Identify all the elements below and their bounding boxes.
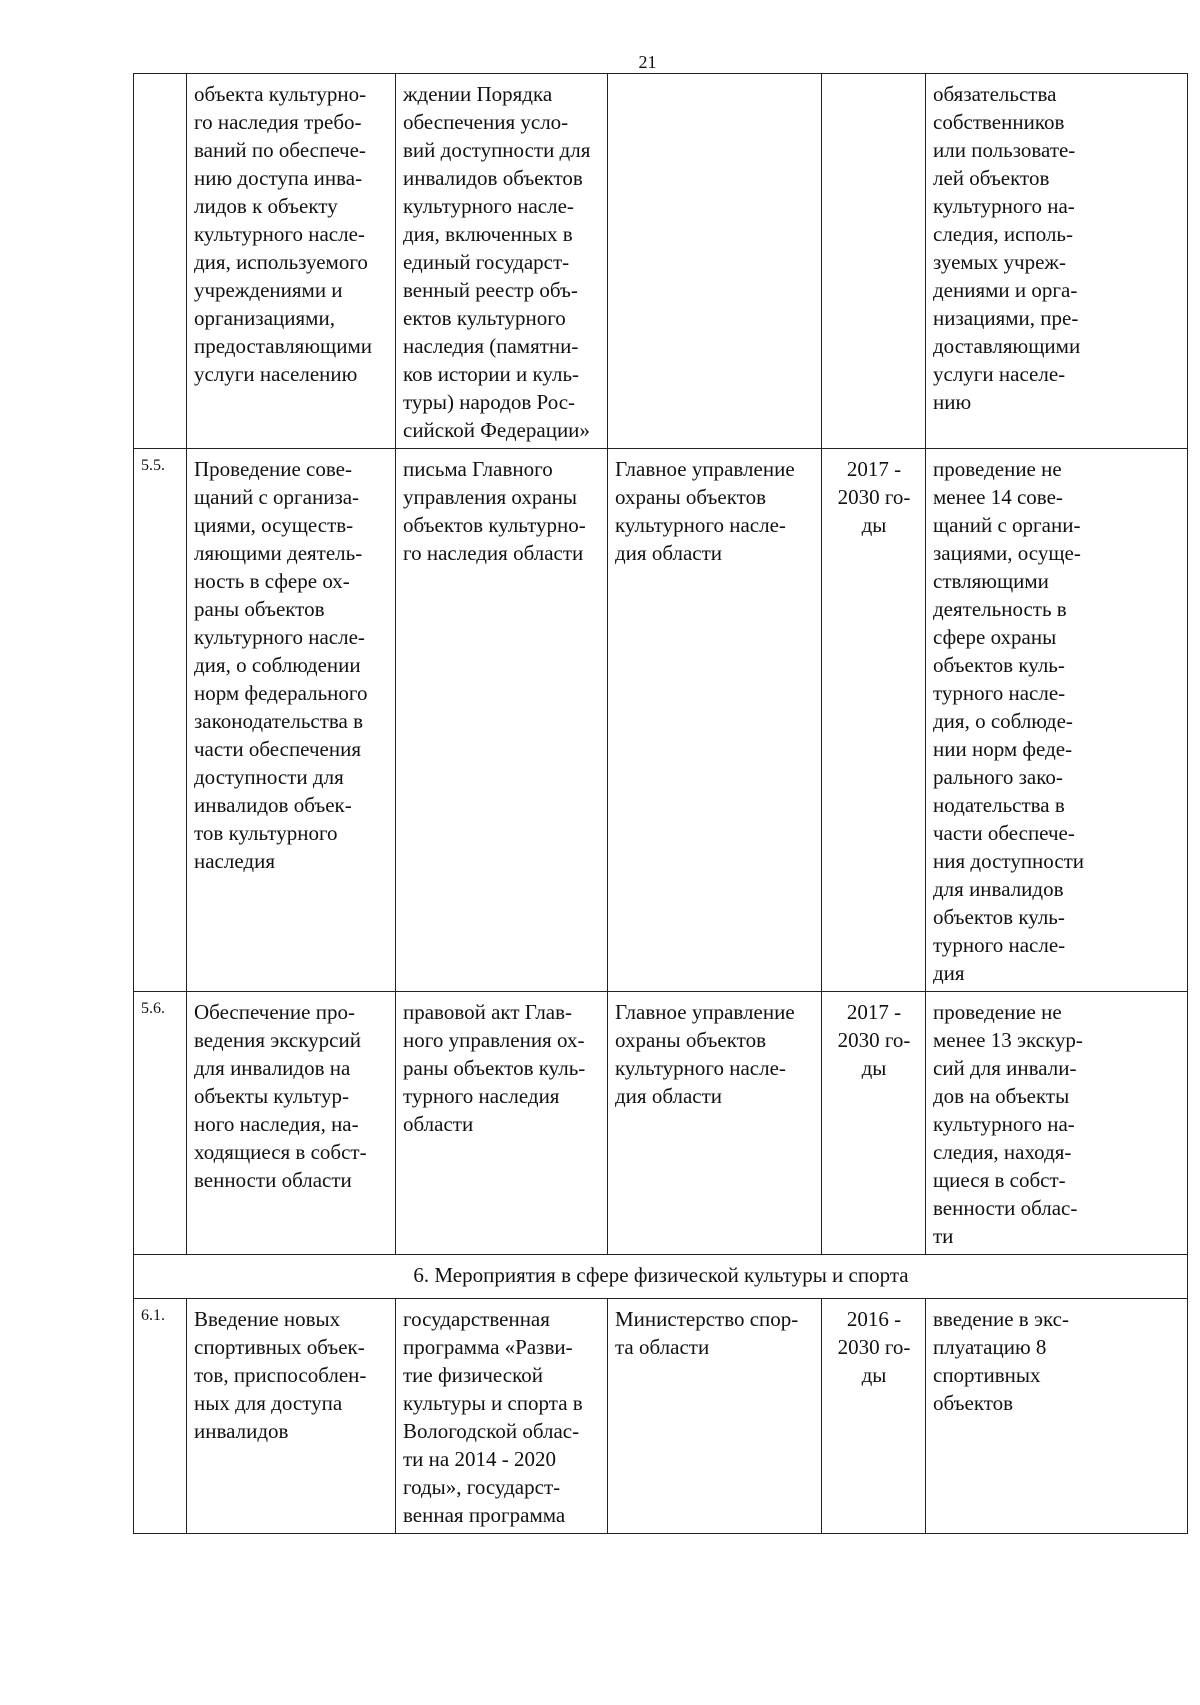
table-cell-number: 5.6. xyxy=(134,992,187,1255)
table-cell-result xyxy=(926,992,1188,1255)
cell-text-line: нодательства в xyxy=(933,793,1065,817)
table-cell-period xyxy=(822,1299,926,1534)
cell-text-line: культурного на- xyxy=(933,194,1075,218)
cell-text-line: ния доступности xyxy=(933,849,1085,873)
table-cell-number: 5.5. xyxy=(134,449,187,992)
cell-text-line: программа «Разви- xyxy=(403,1335,573,1359)
cell-text-line: плуатацию 8 xyxy=(933,1335,1047,1359)
cell-text-line: объекты культур- xyxy=(194,1084,349,1108)
section-row xyxy=(134,1255,1188,1299)
cell-text-line: 2016 - xyxy=(846,1307,902,1331)
cell-text-line: ти на 2014 - 2020 xyxy=(403,1447,556,1471)
cell-text-line: услуги населе- xyxy=(933,362,1066,386)
cell-text-line: введение в экс- xyxy=(933,1307,1069,1331)
cell-text-line: управления охраны xyxy=(403,485,578,509)
cell-text-line: услуги населению xyxy=(194,362,358,386)
cell-text-line: тие физической xyxy=(403,1363,543,1387)
cell-text-line: сийской Федерации» xyxy=(403,418,590,442)
cell-text-line: наследия xyxy=(194,849,275,873)
cell-text-line: тов культурного xyxy=(194,821,338,845)
cell-text-line: культурного насле- xyxy=(615,513,786,537)
cell-text-line: низациями, пре- xyxy=(933,306,1079,330)
table-cell-result xyxy=(926,1299,1188,1534)
cell-text-line: Вологодской облас- xyxy=(403,1419,580,1443)
cell-text-line: 2030 го- xyxy=(837,485,911,509)
table-cell-period xyxy=(822,449,926,992)
table-cell-basis xyxy=(396,449,608,992)
cell-text-line: проведение не xyxy=(933,457,1062,481)
table-cell-result xyxy=(926,74,1188,449)
cell-text-line: 2030 го- xyxy=(837,1028,911,1052)
cell-text-line: ков истории и куль- xyxy=(403,362,580,386)
cell-text-line: культуры и спорта в xyxy=(403,1391,583,1415)
cell-text-line: Обеспечение про- xyxy=(194,1000,355,1024)
cell-text-line: доставляющими xyxy=(933,334,1081,358)
cell-text-line: Главное управление xyxy=(615,1000,795,1024)
table-cell-activity xyxy=(187,449,396,992)
cell-text-line: спортивных объек- xyxy=(194,1335,365,1359)
cell-text-line: ды xyxy=(861,1363,887,1387)
cell-text-line: для инвалидов xyxy=(933,877,1064,901)
table-cell-activity xyxy=(187,1299,396,1534)
cell-text-line: государственная xyxy=(403,1307,550,1331)
cell-text-line: охраны объектов xyxy=(615,485,766,509)
cell-text-line: сий для инвали- xyxy=(933,1056,1077,1080)
cell-text-line: области xyxy=(403,1112,474,1136)
cell-text-line: части обеспече- xyxy=(933,821,1075,845)
cell-text-line: ность в сфере ох- xyxy=(194,569,350,593)
cell-text-line: турного насле- xyxy=(933,681,1066,705)
measures-table xyxy=(133,73,1188,1534)
cell-text-line: культурного на- xyxy=(933,1112,1075,1136)
cell-text-line: или пользовате- xyxy=(933,138,1076,162)
table-cell-executor xyxy=(608,1299,822,1534)
cell-text-line: проведение не xyxy=(933,1000,1062,1024)
table-row xyxy=(134,74,1188,449)
cell-text-line: венная программа xyxy=(403,1503,566,1527)
cell-text-line: ствляющими xyxy=(933,569,1049,593)
cell-text-line: обеспечения усло- xyxy=(403,110,569,134)
table-row xyxy=(134,992,1188,1255)
cell-text-line: дия, о соблюде- xyxy=(933,709,1073,733)
cell-text-line: лидов к объекту xyxy=(194,194,338,218)
cell-text-line: инвалидов объек- xyxy=(194,793,352,817)
table-cell-basis xyxy=(396,1299,608,1534)
cell-text-line: раны объектов xyxy=(194,597,325,621)
cell-text-line: ектов культурного xyxy=(403,306,566,330)
cell-text-line: дия области xyxy=(615,541,723,565)
table-cell-period xyxy=(822,74,926,449)
cell-text-line: турного насле- xyxy=(933,933,1066,957)
cell-text-line: объектов куль- xyxy=(933,905,1065,929)
table-cell-basis xyxy=(396,992,608,1255)
cell-text-line: учреждениями и xyxy=(194,278,343,302)
cell-text-line: зациями, осуще- xyxy=(933,541,1081,565)
cell-text-line: ды xyxy=(861,513,887,537)
cell-text-line: тов, приспособлен- xyxy=(194,1363,367,1387)
cell-text-line: лей объектов xyxy=(933,166,1050,190)
table-cell-result xyxy=(926,449,1188,992)
cell-text-line: деятельность в xyxy=(933,597,1067,621)
cell-text-line: ды xyxy=(861,1056,887,1080)
cell-text-line: Проведение сове- xyxy=(194,457,352,481)
cell-text-line: единый государст- xyxy=(403,250,570,274)
cell-text-line: собственников xyxy=(933,110,1065,134)
cell-text-line: нию доступа инва- xyxy=(194,166,363,190)
cell-text-line: дия xyxy=(933,961,965,985)
cell-text-line: объектов куль- xyxy=(933,653,1065,677)
table-cell-activity xyxy=(187,74,396,449)
cell-text-line: 2017 - xyxy=(846,1000,902,1024)
table-cell-executor xyxy=(608,992,822,1255)
cell-text-line: венности облас- xyxy=(933,1196,1078,1220)
cell-text-line: Министерство спор- xyxy=(615,1307,799,1331)
cell-text-line: та области xyxy=(615,1335,710,1359)
cell-text-line: менее 14 сове- xyxy=(933,485,1063,509)
cell-text-line: культурного насле- xyxy=(194,222,365,246)
cell-text-line: ти xyxy=(933,1224,954,1248)
cell-text-line: инвалидов xyxy=(194,1419,289,1443)
section-title: 6. Мероприятия в сфере физической культуры и спорта xyxy=(134,1255,1188,1299)
cell-text-line: циями, осуществ- xyxy=(194,513,354,537)
cell-text-line: го наследия области xyxy=(403,541,584,565)
cell-text-line: доступности для xyxy=(194,765,344,789)
cell-text-line: венный реестр объ- xyxy=(403,278,578,302)
table-cell-basis xyxy=(396,74,608,449)
cell-text-line: дия области xyxy=(615,1084,723,1108)
cell-text-line: организациями, xyxy=(194,306,335,330)
cell-text-line: для инвалидов на xyxy=(194,1056,351,1080)
table-row xyxy=(134,1299,1188,1534)
cell-text-line: ляющими деятель- xyxy=(194,541,363,565)
cell-text-line: правовой акт Глав- xyxy=(403,1000,573,1024)
cell-text-line: нии норм феде- xyxy=(933,737,1073,761)
cell-text-line: щаний с органи- xyxy=(933,513,1081,537)
cell-text-line: Введение новых xyxy=(194,1307,341,1331)
cell-text-line: дениями и орга- xyxy=(933,278,1078,302)
cell-text-line: ного управления ох- xyxy=(403,1028,585,1052)
page-number: 21 xyxy=(638,52,657,72)
cell-text-line: объектов xyxy=(933,1391,1014,1415)
cell-text-line: годы», государст- xyxy=(403,1475,561,1499)
table-cell-period xyxy=(822,992,926,1255)
cell-text-line: раны объектов куль- xyxy=(403,1056,586,1080)
cell-text-line: дия, используемого xyxy=(194,250,368,274)
table-cell-number: 6.1. xyxy=(134,1299,187,1534)
cell-text-line: ведения экскурсий xyxy=(194,1028,361,1052)
cell-text-line: венности области xyxy=(194,1168,352,1192)
cell-text-line: законодательства в xyxy=(194,709,364,733)
cell-text-line: турного наследия xyxy=(403,1084,560,1108)
cell-text-line: ждении Порядка xyxy=(403,82,553,106)
cell-text-line: сфере охраны xyxy=(933,625,1057,649)
cell-text-line: Главное управление xyxy=(615,457,795,481)
cell-text-line: охраны объектов xyxy=(615,1028,766,1052)
cell-text-line: ходящиеся в собст- xyxy=(194,1140,367,1164)
table-cell-executor xyxy=(608,449,822,992)
cell-text-line: менее 13 экскур- xyxy=(933,1028,1083,1052)
cell-text-line: нию xyxy=(933,390,972,414)
cell-text-line: спортивных xyxy=(933,1363,1041,1387)
cell-text-line: объектов культурно- xyxy=(403,513,586,537)
cell-text-line: следия, находя- xyxy=(933,1140,1072,1164)
table-cell-activity xyxy=(187,992,396,1255)
cell-text-line: рального зако- xyxy=(933,765,1063,789)
cell-text-line: части обеспечения xyxy=(194,737,361,761)
cell-text-line: ваний по обеспече- xyxy=(194,138,366,162)
cell-text-line: го наследия требо- xyxy=(194,110,362,134)
cell-text-line: письма Главного xyxy=(403,457,553,481)
cell-text-line: 2017 - xyxy=(846,457,902,481)
cell-text-line: культурного насле- xyxy=(194,625,365,649)
cell-text-line: дия, о соблюдении xyxy=(194,653,361,677)
cell-text-line: щиеся в собст- xyxy=(933,1168,1066,1192)
cell-text-line: туры) народов Рос- xyxy=(403,390,576,414)
cell-text-line: вий доступности для xyxy=(403,138,591,162)
cell-text-line: щаний с организа- xyxy=(194,485,360,509)
cell-text-line: норм федерального xyxy=(194,681,368,705)
cell-text-line: дия, включенных в xyxy=(403,222,573,246)
cell-text-line: следия, исполь- xyxy=(933,222,1073,246)
cell-text-line: обязательства xyxy=(933,82,1057,106)
cell-text-line: предоставляющими xyxy=(194,334,372,358)
cell-text-line: зуемых учреж- xyxy=(933,250,1066,274)
cell-text-line: культурного насле- xyxy=(615,1056,786,1080)
cell-text-line: 2030 го- xyxy=(837,1335,911,1359)
cell-text-line: культурного насле- xyxy=(403,194,574,218)
cell-text-line: наследия (памятни- xyxy=(403,334,579,358)
cell-text-line: дов на объекты xyxy=(933,1084,1070,1108)
table-row xyxy=(134,449,1188,992)
cell-text-line: инвалидов объектов xyxy=(403,166,583,190)
cell-text-line: объекта культурно- xyxy=(194,82,367,106)
cell-text-line: ного наследия, на- xyxy=(194,1112,359,1136)
table-cell-number xyxy=(134,74,187,449)
cell-text-line: ных для доступа xyxy=(194,1391,343,1415)
table-cell-executor xyxy=(608,74,822,449)
